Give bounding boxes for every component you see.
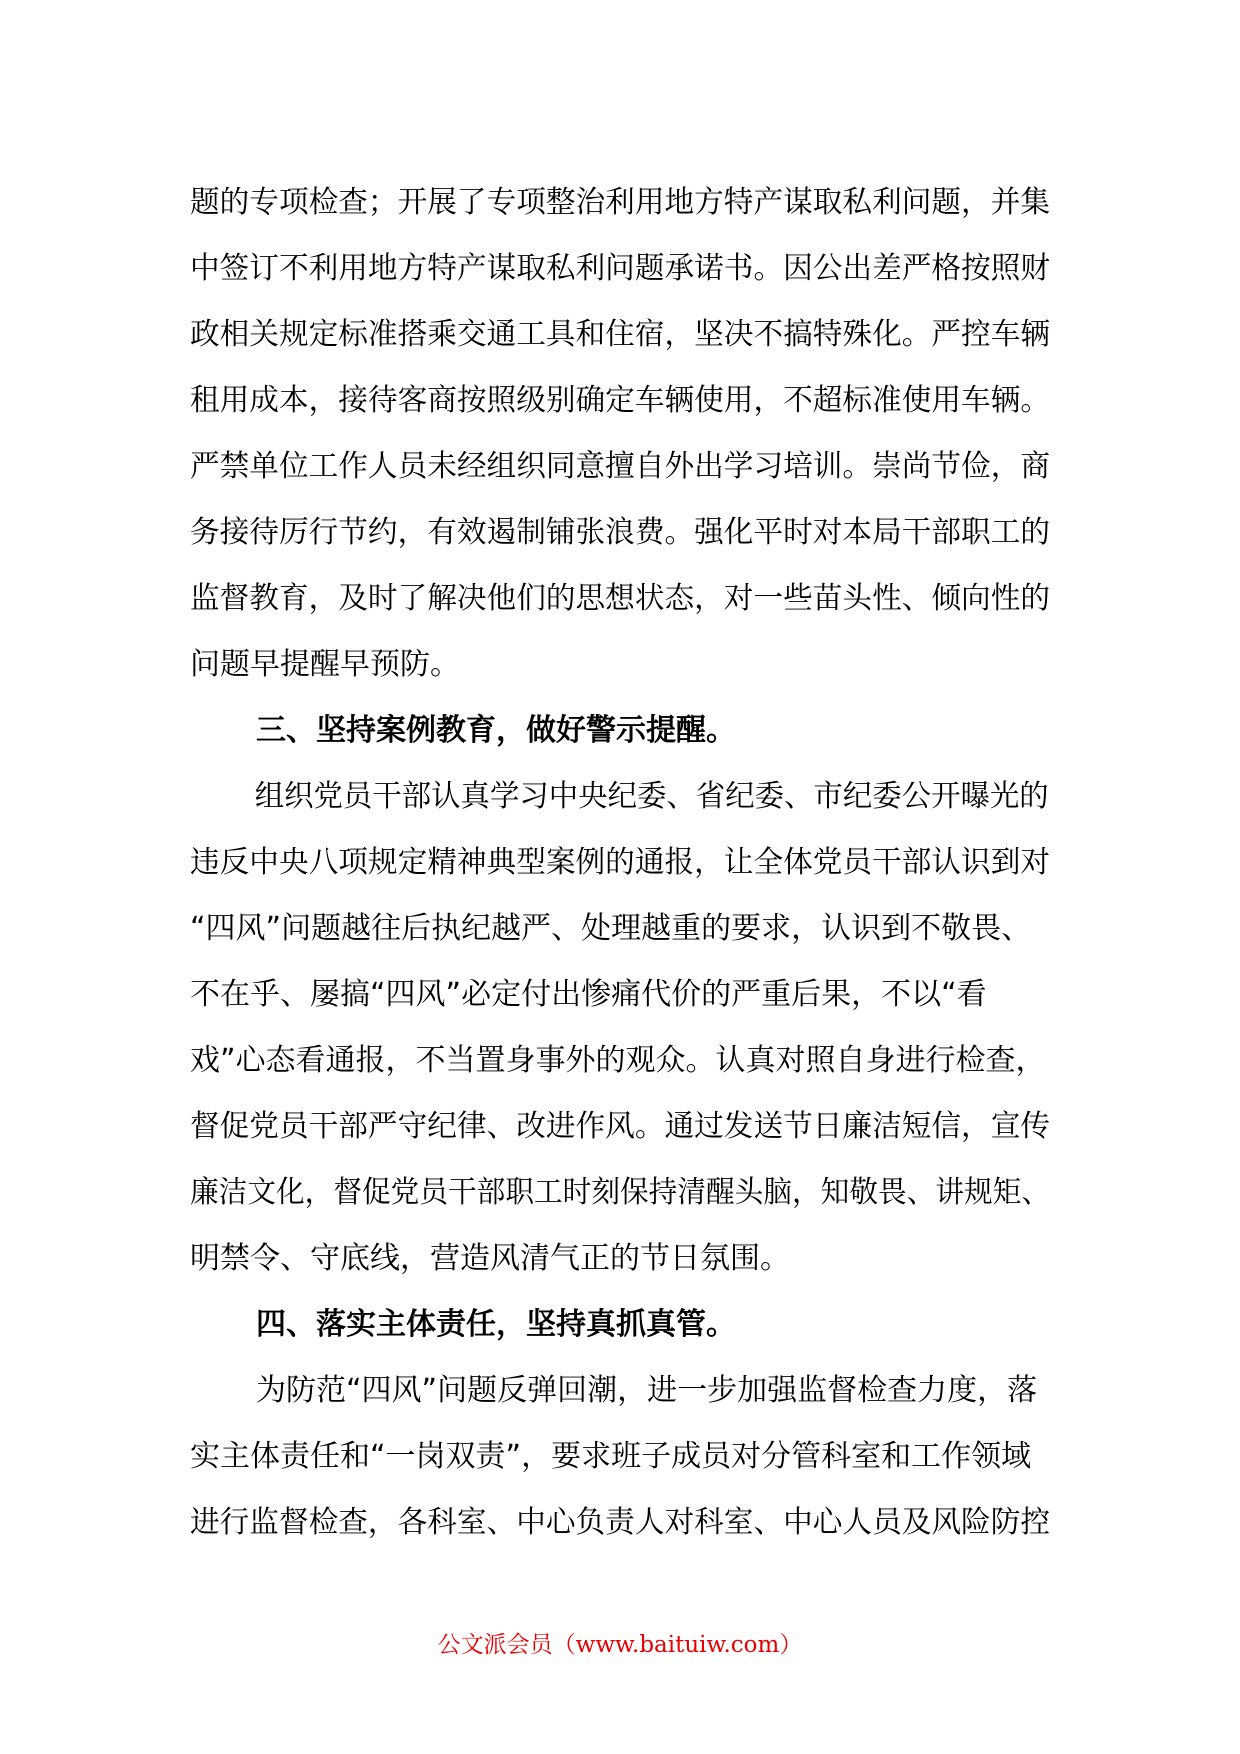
body-line: 组织党员干部认真学习中央纪委、省纪委、市纪委公开曝光的 — [254, 779, 1049, 814]
body-line: 租用成本，接待客商按照级别确定车辆使用，不超标准使用车辆。 — [190, 383, 1050, 418]
body-line: 务接待厉行节约，有效遏制铺张浪费。强化平时对本局干部职工的 — [190, 515, 1050, 550]
body-line: 廉洁文化，督促党员干部职工时刻保持清醒头脑，知敬畏、讲规矩、 — [190, 1175, 1050, 1210]
document-body — [190, 170, 1050, 1556]
body-line: 为防范“四风”问题反弹回潮，进一步加强监督检查力度，落 — [256, 1373, 1038, 1408]
body-line: 实主体责任和“一岗双责”，要求班子成员对分管科室和工作领域 — [190, 1439, 1032, 1474]
body-line: 题的专项检查；开展了专项整治利用地方特产谋取私利问题，并集 — [190, 185, 1050, 220]
body-line: 问题早提醒早预防。 — [190, 647, 460, 682]
body-line: 监督教育，及时了解决他们的思想状态，对一些苗头性、倾向性的 — [190, 581, 1050, 616]
section-heading: 四、落实主体责任，坚持真抓真管。 — [256, 1307, 736, 1342]
body-line: 严禁单位工作人员未经组织同意擅自外出学习培训。崇尚节俭，商 — [190, 449, 1050, 484]
section-heading: 三、坚持案例教育，做好警示提醒。 — [256, 713, 736, 748]
body-line: 政相关规定标准搭乘交通工具和住宿，坚决不搞特殊化。严控车辆 — [190, 317, 1050, 352]
body-line: “四风”问题越往后执纪越严、处理越重的要求，认识到不敬畏、 — [190, 911, 1032, 946]
body-line: 督促党员干部严守纪律、改进作风。通过发送节日廉洁短信，宣传 — [190, 1109, 1050, 1144]
body-line: 进行监督检查，各科室、中心负责人对科室、中心人员及风险防控 — [190, 1505, 1050, 1540]
body-line: 不在乎、屡搞“四风”必定付出惨痛代价的严重后果，不以“看 — [190, 977, 987, 1012]
body-line: 戏”心态看通报，不当置身事外的观众。认真对照自身进行检查， — [190, 1043, 1046, 1078]
footer-watermark[interactable]: 公文派会员（www.baituiw.com） — [437, 1632, 803, 1658]
body-line: 中签订不利用地方特产谋取私利问题承诺书。因公出差严格按照财 — [190, 251, 1050, 286]
body-line: 明禁令、守底线，营造风清气正的节日氛围。 — [190, 1241, 790, 1276]
body-line: 违反中央八项规定精神典型案例的通报，让全体党员干部认识到对 — [190, 845, 1050, 880]
